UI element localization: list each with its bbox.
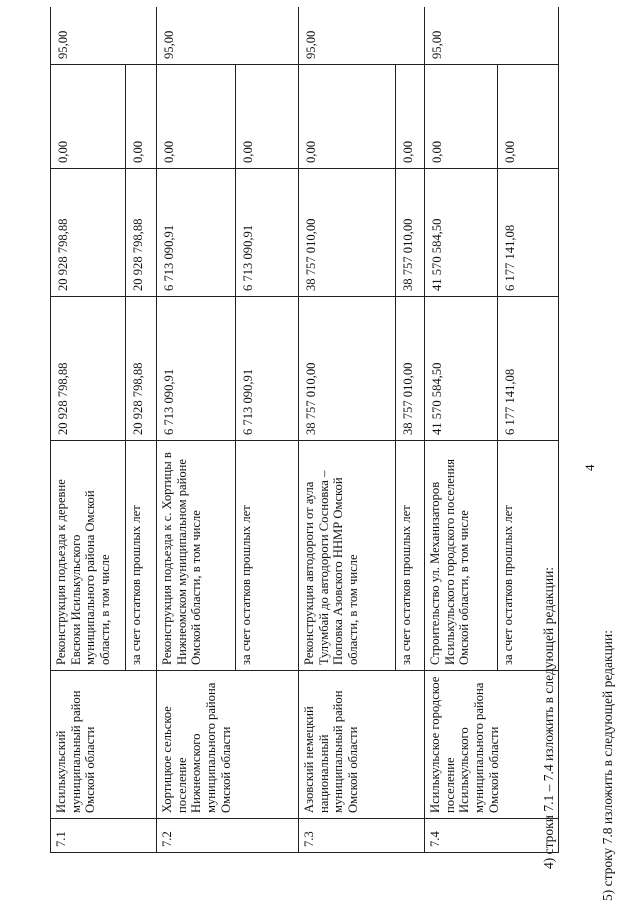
value-cell: 41 570 584,50 [425, 297, 498, 441]
value-cell: 6 713 090,91 [157, 297, 236, 441]
value-cell: 0,00 [157, 65, 236, 169]
amendment-intro-text: 4) строки 7.1 – 7.4 изложить в следующей редакции: [541, 566, 556, 869]
municipality-cell: Хортицкое сельское поселение Нижнеомского муниципального района Омской области [157, 671, 299, 819]
municipality-cell: Исилькульский муниципальный район Омской области [51, 671, 157, 819]
value-cell: 38 757 010,00 [396, 169, 425, 297]
next-amendment-text: 5) строку 7.8 изложить в следующей редакции: [600, 629, 615, 901]
value-cell: 0,00 [396, 65, 425, 169]
value-cell: 38 757 010,00 [396, 297, 425, 441]
value-cell: 0,00 [425, 65, 498, 169]
subrow-title-cell: за счет остатков прошлых лет [126, 441, 157, 671]
project-title-cell: Реконструкция подъезда к с. Хортицы в Нижнеомском муниципальном районе Омской области, в том числе [157, 441, 236, 671]
value-cell: 38 757 010,00 [299, 297, 396, 441]
table-row [425, 8, 498, 853]
municipality-cell: Азовский немецкий национальный муниципальный район Омской области [299, 671, 425, 819]
value-cell: 41 570 584,50 [425, 169, 498, 297]
value-cell: 0,00 [126, 65, 157, 169]
project-title-cell: Строительство ул. Механизаторов Исилькульского городского поселения Омской области, в том числе [425, 441, 498, 671]
value-cell: 6 713 090,91 [236, 297, 299, 441]
page-number: 4 [582, 464, 597, 471]
value-cell: 38 757 010,00 [299, 169, 396, 297]
row-code: 7.1 [51, 819, 157, 853]
value-cell: 20 928 798,88 [51, 297, 126, 441]
project-title-cell: Реконструкция автодороги от аула Тулумбай до автодороги Сосновка – Поповка Азовского ННМР Омской области, в том числе [299, 441, 396, 671]
table-row [51, 8, 126, 853]
percent-cell: 95,00 [299, 8, 425, 65]
table-row [157, 8, 236, 853]
municipality-cell: Исилькульское городское поселение Исилькульского муниципального района Омской области [425, 671, 559, 819]
subrow-title-cell: за счет остатков прошлых лет [236, 441, 299, 671]
value-cell: 20 928 798,88 [126, 169, 157, 297]
value-cell: 0,00 [299, 65, 396, 169]
value-cell: 6 713 090,91 [236, 169, 299, 297]
value-cell: 6 177 141,08 [498, 297, 559, 441]
value-cell: 0,00 [51, 65, 126, 169]
table-row [299, 8, 396, 853]
subrow-title-cell: за счет остатков прошлых лет [396, 441, 425, 671]
percent-cell: 95,00 [425, 8, 559, 65]
value-cell: 20 928 798,88 [51, 169, 126, 297]
row-code: 7.4 [425, 819, 559, 853]
projects-table [50, 8, 559, 854]
value-cell: 20 928 798,88 [126, 297, 157, 441]
project-title-cell: Реконструкция подъезда к деревне Евсюки Исилькульского муниципального района Омской области, в том числе [51, 441, 126, 671]
row-code: 7.2 [157, 819, 299, 853]
percent-cell: 95,00 [51, 8, 157, 65]
percent-cell: 95,00 [157, 8, 299, 65]
value-cell: 6 713 090,91 [157, 169, 236, 297]
value-cell: 0,00 [236, 65, 299, 169]
row-code: 7.3 [299, 819, 425, 853]
value-cell: 0,00 [498, 65, 559, 169]
subrow-title-cell: за счет остатков прошлых лет [498, 441, 559, 671]
value-cell: 6 177 141,08 [498, 169, 559, 297]
